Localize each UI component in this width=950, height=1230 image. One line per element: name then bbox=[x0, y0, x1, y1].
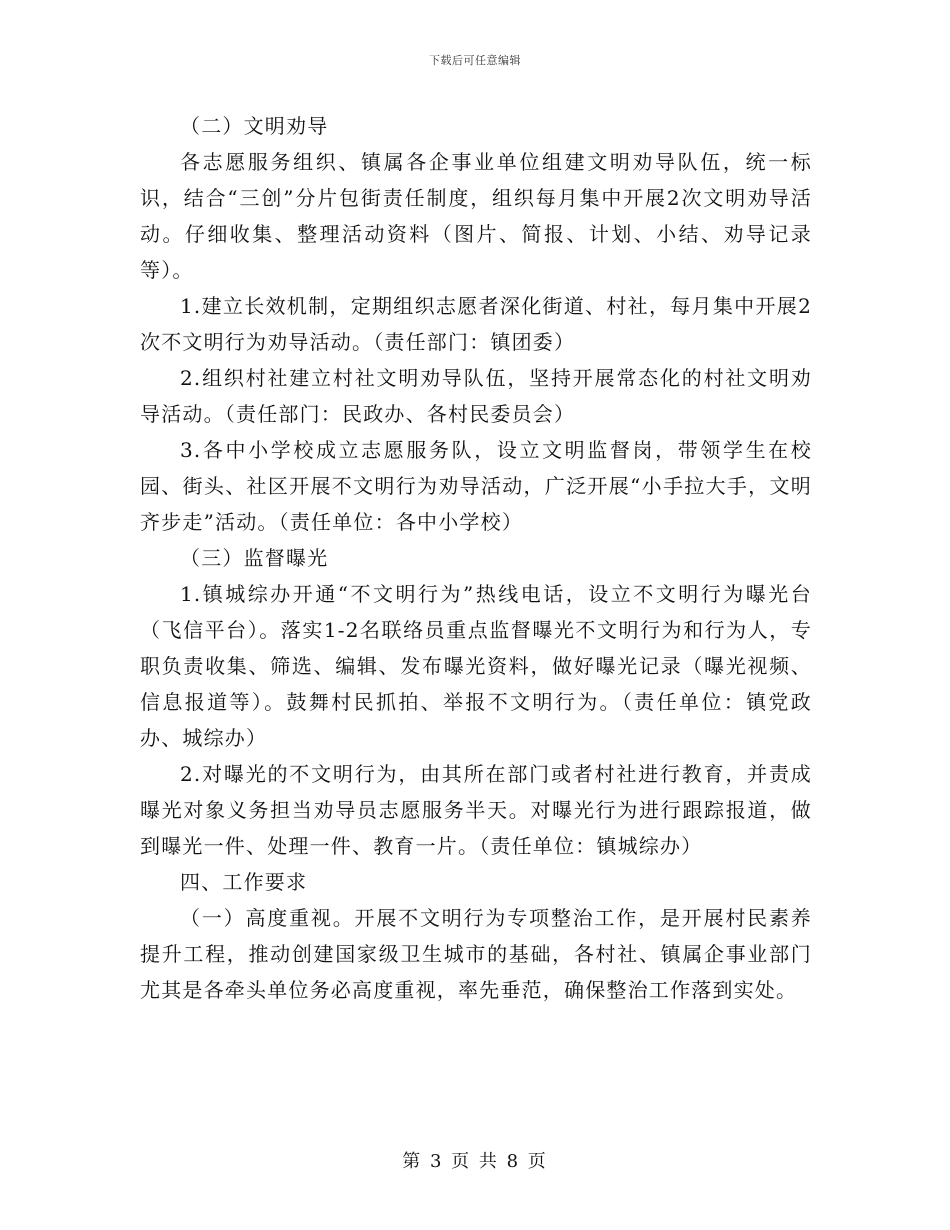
section-heading-civilized-persuasion: （二）文明劝导 bbox=[180, 114, 329, 138]
paragraph-item-3-schools: 3.各中小学校成立志愿服务队，设立文明监督岗，带领学生在校园、街头、社区开展不文明行为劝导活动，广泛开展“小手拉大手，文明齐步走”活动。（责任单位：各中小学校） bbox=[140, 438, 812, 534]
header-note: 下载后可任意编辑 bbox=[429, 54, 521, 67]
section-heading-supervision-exposure: （三）监督曝光 bbox=[180, 546, 329, 570]
paragraph-item-2-village-teams: 2.组织村社建立村社文明劝导队伍，坚持开展常态化的村社文明劝导活动。（责任部门：民政办、各村民委员会） bbox=[140, 366, 812, 426]
paragraph-persuasion-teams: 各志愿服务组织、镇属各企事业单位组建文明劝导队伍，统一标识，结合“三创”分片包街责任制度，组织每月集中开展2次文明劝导活动。仔细收集、整理活动资料（图片、简报、计划、小结、劝导记录等）。 bbox=[140, 150, 812, 282]
page-number: 第 3 页 共 8 页 bbox=[402, 1151, 548, 1172]
section-heading-work-requirements: 四、工作要求 bbox=[180, 870, 308, 894]
paragraph-item-1-hotline: 1.镇城综办开通“不文明行为”热线电话，设立不文明行为曝光台（飞信平台）。落实1-2名联络员重点监督曝光不文明行为和行为人，专职负责收集、筛选、编辑、发布曝光资料，做好曝光记录（曝光视频、信息报道等）。鼓舞村民抓拍、举报不文明行为。（责任单位：镇党政办、城综办） bbox=[140, 582, 812, 750]
paragraph-item-2-education: 2.对曝光的不文明行为，由其所在部门或者村社进行教育，并责成曝光对象义务担当劝导员志愿服务半天。对曝光行为进行跟踪报道，做到曝光一件、处理一件、教育一片。（责任单位：镇城综办） bbox=[140, 762, 812, 858]
document-body bbox=[140, 108, 812, 1008]
paragraph-high-priority: （一）高度重视。开展不文明行为专项整治工作，是开展村民素养提升工程，推动创建国家级卫生城市的基础，各村社、镇属企事业部门尤其是各牵头单位务必高度重视，率先垂范，确保整治工作落到实处。 bbox=[140, 906, 812, 1002]
paragraph-item-1-long-term-mechanism: 1.建立长效机制，定期组织志愿者深化街道、村社，每月集中开展2次不文明行为劝导活动。（责任部门：镇团委） bbox=[140, 294, 812, 354]
